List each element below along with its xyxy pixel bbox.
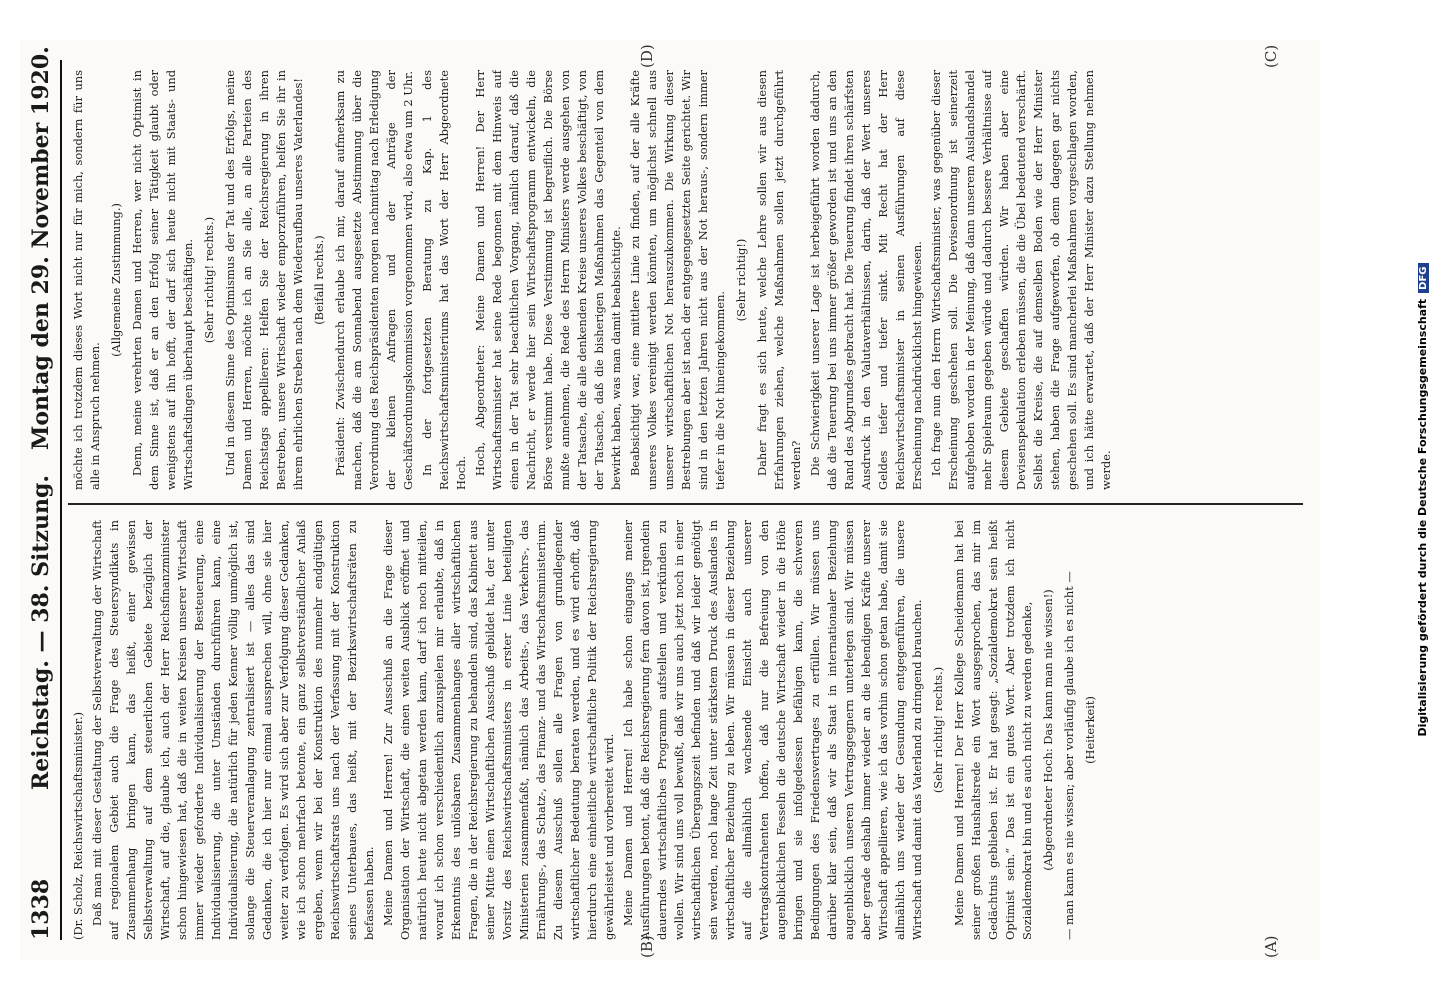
interjection: (Sehr richtig!) <box>734 238 748 322</box>
digitization-stamp <box>1416 20 1430 980</box>
interjection: (Allgemeine Zustimmung.) <box>109 203 123 357</box>
column-divider <box>68 503 1303 505</box>
page-number: 1338 <box>28 878 54 940</box>
paragraph: Beabsichtigt war, eine mittlere Linie zu finden, auf der alle Kräfte unseres Volkes vereinigt werden könnten, um möglichst schnell aus unserer wirtschaftlichen Not herauszukommen. Die Wirkung dieser Bestrebungen aber ist nach der entgegengesetzten Seite gerichtet. Wir sind in den letzten Jahren nicht aus der Not heraus-, sondern immer tiefer in die Not hineingekommen. <box>628 70 727 490</box>
paragraph: Und in diesem Sinne des Optimismus der Tat und des Erfolgs, meine Damen und Herren, möchte ich an Sie alle, an alle Parteien des Reichstags appellieren: Helfen Sie der Reichsregierung in ihren Bestreben, unsere Wirtschaft wieder emporzuführen, helfen Sie ihr in ihrem ehrlichen Streben nach dem Wiederaufbau unseres Vaterlandes! <box>223 70 305 490</box>
paragraph: — man kann es nie wissen; aber vorläufig glaube ich es nicht — <box>1062 571 1076 940</box>
margin-marker-d: (D) <box>638 44 656 68</box>
interjection: (Sehr richtig! rechts.) <box>931 666 945 794</box>
paragraph: In der fortgesetzten Beratung zu Kap. 1 des Reichswirtschaftsministeriums hat das Wort der Herr Abgeordnete Hoch. <box>420 70 468 490</box>
paragraph: Daß man mit dieser Gestaltung der Selbstverwaltung der Wirtschaft auf regionalem Gebiet auch die Frage des Steuersyndikats in Zusammenhang bringen kann, das heißt, einer gewissen Selbstverwaltung auf dem steuerlichen Gebiete bezüglich der Wirtschaft, auf die, glaube ich, auch der Herr Reichsfinanzminister schon hingewiesen hat, daß die in weiten Kreisen unserer Wirtschaft immer wieder geforderte Individualisierung der Besteuerung, eine Individualisierung, die unter Umständen durchführen kann, eine Individualisierung, die natürlich für jeden Kenner völlig unmöglich ist, solange die Steuerveranlagung zentralisiert ist — alles das sind Gedanken, die ich hier nur einmal aussprechen will, ohne sie hier weiter zu verfolgen. Es wird sich aber zur Verfolgung dieser Gedanken, wie ich schon mehrfach betonte, ein ganz selbstverständlicher Anlaß ergeben, wenn wir bei der Konstruktion des nunmehr endgültigen Reichswirtschaftsrats uns nach der Verfassung mit der Konstruktion seines Unterbaues, das heißt, mit der Bezirkswirtschaftsräten zu befassen haben. <box>90 520 376 940</box>
session-date: Montag den 29. November 1920. <box>28 46 54 450</box>
interjection: (Heiterkeit) <box>1083 696 1097 764</box>
paragraph: Meine Damen und Herren! Der Herr Kollege Scheidemann hat bei seiner großen Haushaltsrede ein Wort ausgesprochen, das mir im Gedächtnis geblieben ist. Er hat gesagt: „Sozialdemokrat sein heißt Optimist sein.“ Das ist ein gutes Wort. Aber trotzdem ich nicht Sozialdemokrat bin und es auch nicht zu werden gedenke, <box>952 520 1034 940</box>
paragraph: möchte ich trotzdem dieses Wort nicht nur für mich, sondern für uns alle in Anspruch nehmen. <box>71 70 102 490</box>
paragraph: Meine Damen und Herren! Zur Ausschuß an die Frage dieser Organisation der Wirtschaft, die einen weiten Ausblick eröffnet und natürlich heute nicht abgetan werden kann, darf ich noch mitteilen, worauf ich schon verschiedentlich anzuspielen mir erlaubte, daß in Erkenntnis des unlösbaren Zusammenhanges aller wirtschaftlichen Fragen, die in der Reichsregierung zu behandeln sind, das Kabinett aus seiner Mitte einen Wirtschaftlichen Ausschuß gebildet hat, der unter Vorsitz des Reichswirtschaftsministers in erster Linie beteiligten Ministerien zusammenfaßt, nämlich das Arbeits-, das Verkehrs-, das Ernährungs-, das Schatz-, das Finanz- und das Wirtschaftsministerium. Zu diesem Ausschuß sollen alle Fragen von grundlegender wirtschaftlicher Bedeutung beraten werden, und es wird erhofft, daß hierdurch eine einheitliche wirtschaftliche Politik der Reichsregierung gewährleistet und vorbereitet wird. <box>381 520 616 940</box>
digitization-stamp-text <box>1416 20 1430 980</box>
dfg-logo: DFG <box>1418 264 1429 293</box>
paragraph: Die Schwierigkeit unserer Lage ist herbeigeführt worden dadurch, daß die Teuerung bei uns immer größer geworden ist und uns an den Rand des Abgrundes gebracht hat. Die Teuerung findet ihren schärfsten Ausdruck in den Valutaverhältnissen, darin, daß der Wert unseres Geldes tiefer und tiefer sinkt. Mit Recht hat der Herr Reichswirtschaftsminister in seinen Ausführungen auf diese Erscheinung nachdrücklichst hingewiesen. <box>808 70 924 490</box>
margin-marker-c: (C) <box>1262 44 1280 68</box>
speaker-note: (Dr. Scholz, Reichswirtschaftsminister.) <box>71 711 85 940</box>
margin-marker-a: (A) <box>1262 935 1280 958</box>
paragraph: Denn, meine verehrten Damen und Herren, wer nicht Optimist in dem Sinne ist, daß er an den Erfolg seiner Tätigkeit glaubt oder wenigstens auf ihn hofft, der darf sich heute nicht mit Staats- und Wirtschaftsdingen überhaupt beschäftigen. <box>130 70 195 490</box>
paragraph: Meine Damen und Herren! Ich habe schon eingangs meiner Ausführungen betont, daß die Reichsregierung fern davon ist, irgendein dauerndes wirtschaftliches Programm aufstellen und verkünden zu wollen. Wir sind uns voll bewußt, daß wir uns auch jetzt noch in einer wirtschaftlichen Übergangszeit befinden und daß wir leider genötigt sein werden, noch lange Zeit unter stärkstem Druck des Auslandes in wirtschaftlicher Beziehung zu leben. Wir müssen in dieser Beziehung auf die allmählich wachsende Einsicht auch unserer Vertragskontrahenten hoffen, daß nur die Befreiung von den augenblicklichen Fesseln die deutsche Wirtschaft wieder in die Höhe bringen und sie infolgedessen befähigen kann, die schweren Bedingungen des Friedensvertrages zu erfüllen. Wir müssen uns darüber klar sein, daß wir als Staat in internationaler Beziehung augenblicklich unseren Vertragsgegnern unterlegen sind. Wir müssen aber gerade deshalb immer wieder an die lebendigen Kräfte unserer Wirtschaft appellieren, wie ich das vorhin schon getan habe, damit sie allmählich uns wieder der Gesundung entgegenführen, die unsere Wirtschaft und damit das Vaterland zu dringend brauchen. <box>621 520 924 940</box>
paragraph: Präsident: Zwischendurch erlaube ich mir, darauf aufmerksam zu machen, daß die am Sonnabend ausgesetzte Abstimmung über die Verordnung des Reichspräsidenten morgen nachmittag nach Erledigung der kleinen Anfragen und der Anträge der Geschäftsordnungskommission vorgenommen wird, also etwa um 2 Uhr. <box>333 70 415 490</box>
document-page <box>20 40 1320 960</box>
page-header <box>20 46 62 940</box>
margin-marker-b: (B) <box>638 935 656 958</box>
right-column <box>70 70 1310 490</box>
paragraph: Ich frage nun den Herrn Wirtschaftsminister, was gegenüber dieser Erscheinung geschehen soll. Die Devisenordnung ist seinerzeit aufgehoben worden in der Meinung, daß dann unserem Auslandshandel mehr Spielraum gegeben würde und dadurch bessere Verhältnisse auf diesem Gebiete geschaffen würden. Wir haben aber eine Devisenspekulation erleben müssen, die die Übel bedeutend verschärft. Selbst die Kreise, die auf demselben Boden wie der Herr Minister stehen, haben die Frage aufgeworfen, ob denn dagegen gar nichts geschehen soll. Es sind mancherlei Maßnahmen vorgeschlagen worden, und ich hätte erwartet, daß der Herr Minister dazu Stellung nehmen werde. <box>929 70 1113 490</box>
interjection: (Abgeordneter Hoch: Das kann man nie wissen!) <box>1041 589 1055 871</box>
stamp-label: Digitalisierung gefördert durch die Deutsche Forschungsgemeinschaft <box>1416 298 1429 737</box>
interjection: (Sehr richtig! rechts.) <box>202 216 216 344</box>
paragraph: Hoch, Abgeordneter: Meine Damen und Herren! Der Herr Wirtschaftsminister hat seine Rede begonnen mit dem Hinweis auf einen in der Tat sehr beachtlichen Vorgang, nämlich darauf, daß die Nachricht, er werde hier sein Wirtschaftsprogramm entwickeln, die Börse verstimmt habe. Diese Verstimmung ist begreiflich. Die Börse mußte annehmen, die Rede des Herrn Ministers werde ausgehen von der Tatsache, die alle denkenden Kreise unseres Volkes beschäftigt, von der Tatsache, daß die bisherigen Maßnahmen das Gegenteil von dem bewirkt haben, was man damit beabsichtigte. <box>473 70 623 490</box>
interjection: (Beifall rechts.) <box>312 235 326 325</box>
session-title: Reichstag. — 38. Sitzung. <box>28 474 54 790</box>
paragraph: Daher fragt es sich heute, welche Lehre sollen wir aus diesen Erfahrungen ziehen, welche Maßnahmen sollen jetzt durchgeführt werden? <box>755 70 803 490</box>
left-column <box>70 520 1310 940</box>
